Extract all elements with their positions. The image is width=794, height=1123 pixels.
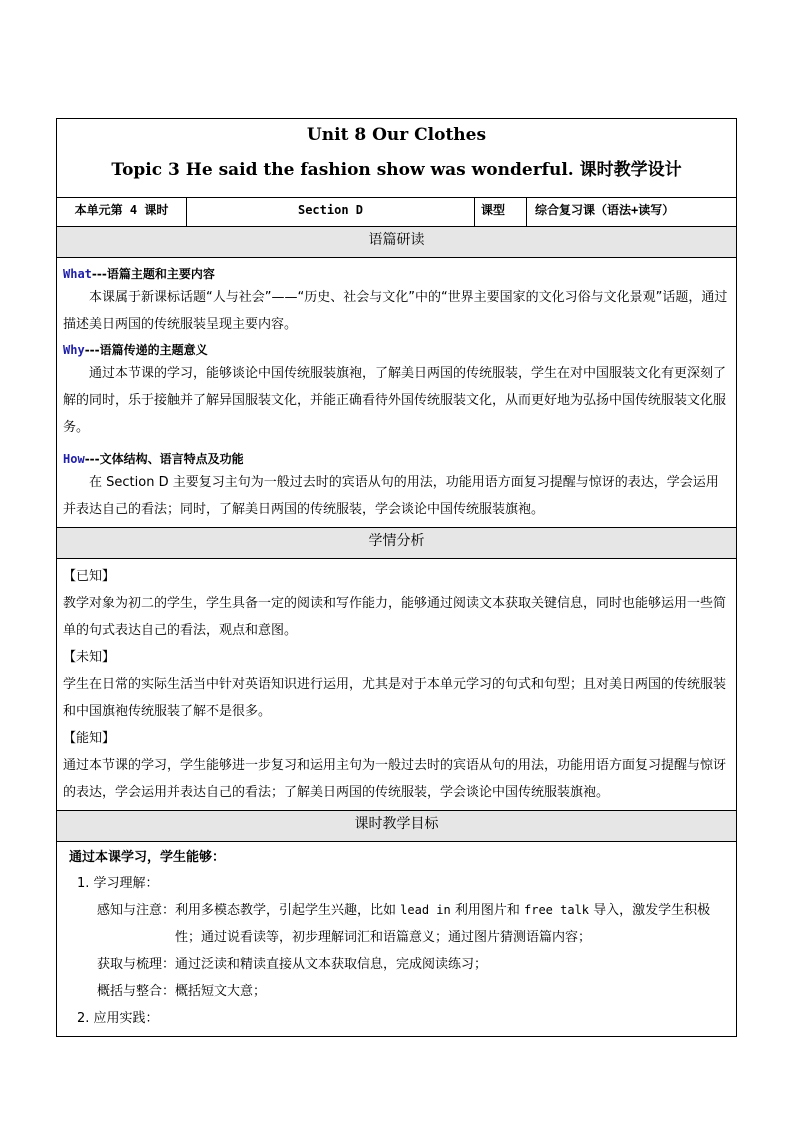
title-block [57, 119, 736, 198]
type-label-cell: 课型 [475, 198, 527, 226]
perceive-text-c: 导入，激发学生积极性；通过说看读等，初步理解词汇和语篇意义；通过图片猜测语篇内容； [175, 903, 711, 945]
summary-label: 概括与整合： [97, 984, 176, 999]
section-cell: Section D [187, 198, 475, 226]
what-heading [63, 264, 730, 284]
why-heading-text: ---语篇传递的主题意义 [84, 343, 208, 357]
teaching-goals-cell [57, 842, 736, 1036]
perceive-code-free-talk: free talk [524, 903, 590, 917]
how-paragraph: 在 Section D 主要复习主句为一般过去时的宾语从句的用法，功能用语方面复习提醒与惊讶的表达，学会运用并表达自己的看法；同时，了解美日两国的传统服装，学会谈论中国传统服装旗袍。 [63, 475, 719, 517]
goal-obtain [69, 951, 730, 978]
reading-analysis-cell [57, 258, 736, 528]
goals-lead: 通过本课学习，学生能够： [69, 850, 226, 865]
how-heading [63, 449, 730, 469]
why-paragraph: 通过本节课的学习，能够谈论中国传统服装旗袍，了解美日两国的传统服装，学生在对中国服装文化有更深刻了解的同时，乐于接触并了解异国服装文化，并能正确看待外国传统服装文化，从而更好地为弘扬中国传统服装文化服务。 [63, 366, 727, 435]
known-paragraph: 教学对象为初二的学生，学生具备一定的阅读和写作能力，能够通过阅读文本获取关键信息，同时也能够运用一些简单的句式表达自己的看法，观点和意图。 [63, 596, 727, 638]
section-heading-reading: 语篇研读 [57, 227, 736, 258]
goal-item-1: 1. 学习理解： [77, 876, 159, 891]
what-paragraph: 本课属于新课标话题“人与社会”——“历史、社会与文化”中的“世界主要国家的文化习俗与文化景观”话题，通过描述美日两国的传统服装呈现主要内容。 [63, 290, 728, 332]
known-label: 【已知】 [63, 569, 116, 584]
section-heading-goals: 课时教学目标 [57, 811, 736, 842]
unknown-label: 【未知】 [63, 650, 116, 665]
can-know-paragraph: 通过本节课的学习，学生能够进一步复习和运用主句为一般过去时的宾语从句的用法，功能用语方面复习提醒与惊讶的表达，学会运用并表达自己的看法；了解美日两国的传统服装，学会谈论中国传统服装旗袍。 [63, 758, 727, 800]
perceive-label: 感知与注意： [97, 903, 176, 918]
perceive-text-b: 利用图片和 [450, 903, 524, 918]
why-heading [63, 340, 730, 360]
learner-analysis-cell [57, 559, 736, 811]
goal-summary [69, 978, 730, 1005]
perceive-text [175, 897, 730, 951]
lesson-plan-table [56, 118, 737, 1037]
what-keyword: What [63, 267, 92, 281]
topic-title: Topic 3 He said the fashion show was wonderful. 课时教学设计 [111, 160, 682, 180]
perceive-text-a: 利用多模态教学，引起学生兴趣，比如 [175, 903, 401, 918]
unknown-paragraph: 学生在日常的实际生活当中针对英语知识进行运用，尤其是对于本单元学习的句式和句型；且对美日两国的传统服装和中国旗袍传统服装了解不是很多。 [63, 677, 727, 719]
section-heading-learner: 学情分析 [57, 528, 736, 559]
goal-perceive [69, 897, 730, 951]
how-heading-text: ---文体结构、语言特点及功能 [84, 452, 244, 466]
perceive-code-lead-in: lead in [400, 903, 451, 917]
obtain-text: 通过泛读和精读直接从文本获取信息，完成阅读练习； [175, 957, 488, 972]
lesson-number-cell: 本单元第 4 课时 [57, 198, 187, 226]
goal-item-2: 2. 应用实践： [77, 1011, 159, 1026]
info-row [57, 198, 736, 227]
why-keyword: Why [63, 343, 85, 357]
how-keyword: How [63, 452, 85, 466]
can-know-label: 【能知】 [63, 731, 116, 746]
unit-title: Unit 8 Our Clothes [306, 125, 487, 145]
summary-text: 概括短文大意； [175, 984, 267, 999]
what-heading-text: ---语篇主题和主要内容 [91, 267, 215, 281]
obtain-label: 获取与梳理： [97, 957, 176, 972]
type-value-cell: 综合复习课（语法+读写） [535, 203, 675, 217]
